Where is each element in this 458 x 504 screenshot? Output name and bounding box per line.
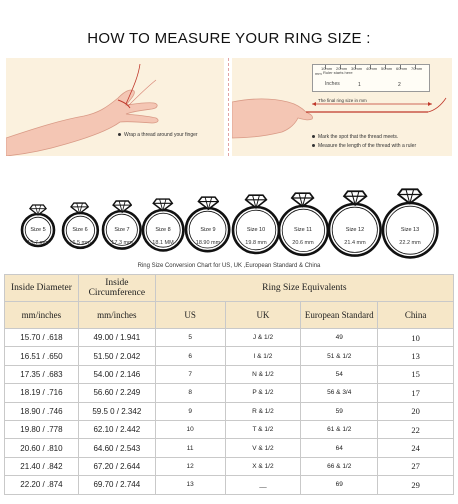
- ruler-mm-label: 70mm: [411, 66, 423, 71]
- instruction-panel-wrap-thread: [6, 58, 224, 156]
- ring-size-label: Size 12: [345, 226, 365, 233]
- cell-uk-size: I & 1/2: [225, 347, 301, 365]
- cell-inside-diameter: 22.20 / .874: [5, 476, 79, 494]
- diamond-icon: [112, 200, 132, 213]
- ruler-unit-mm: mm: [315, 71, 322, 76]
- header-ring-size-equivalents: Ring Size Equivalents: [155, 275, 453, 302]
- ruler-start-mark: Ruler starts here: [323, 70, 353, 75]
- bullet-icon: [118, 133, 121, 136]
- cell-uk-size: V & 1/2: [225, 439, 301, 457]
- ring-size-label: Size 11: [294, 226, 312, 233]
- table-row: [5, 439, 454, 457]
- ring-diameter-mm: 22.2 mm: [399, 240, 421, 246]
- cell-uk-size: N & 1/2: [225, 365, 301, 383]
- cell-european-size: 66 & 1/2: [301, 457, 378, 475]
- ring-size-label: Size 13: [400, 226, 420, 233]
- cell-european-size: 64: [301, 439, 378, 457]
- cell-china-size: 29: [378, 476, 454, 494]
- cell-uk-size: J & 1/2: [225, 329, 301, 347]
- cell-inside-circumference: 51.50 / 2.042: [78, 347, 155, 365]
- ruler-unit-inches: Inches: [325, 81, 340, 87]
- table-row: [5, 384, 454, 402]
- ring-size-11: [275, 202, 332, 259]
- ring-diameter-mm: 21.4 mm: [344, 240, 366, 246]
- ring-diameter-mm: 16.5 mm: [69, 240, 91, 246]
- cell-china-size: 13: [378, 347, 454, 365]
- cell-us-size: 13: [155, 476, 225, 494]
- cell-uk-size: __: [225, 476, 301, 494]
- cell-inside-diameter: 18.90 / .746: [5, 402, 79, 420]
- ring-diameter-mm: 19.8 mm: [245, 240, 267, 246]
- cell-inside-diameter: 19.80 / .778: [5, 420, 79, 438]
- cell-china-size: 24: [378, 439, 454, 457]
- table-row: [5, 329, 454, 347]
- cell-inside-circumference: 54.00 / 2.146: [78, 365, 155, 383]
- diamond-icon: [197, 196, 220, 210]
- cell-european-size: 54: [301, 365, 378, 383]
- cell-us-size: 12: [155, 457, 225, 475]
- cell-us-size: 5: [155, 329, 225, 347]
- ring-size-12: [325, 200, 385, 260]
- ruler-mm-label: 60mm: [396, 66, 408, 71]
- ruler-mm-label: 50mm: [381, 66, 393, 71]
- diamond-icon: [342, 190, 368, 206]
- ruler-mm-label: 10mm: [321, 66, 333, 71]
- ring-size-label: Size 8: [155, 226, 171, 233]
- cell-inside-diameter: 15.70 / .618: [5, 329, 79, 347]
- cell-us-size: 8: [155, 384, 225, 402]
- bullet-icon: [312, 144, 315, 147]
- header-uk: UK: [225, 302, 301, 329]
- ruler-mm-label: 30mm: [351, 66, 363, 71]
- ruler-mm-label: 40mm: [366, 66, 378, 71]
- ring-size-label: Size 5: [30, 227, 46, 233]
- cell-inside-diameter: 18.19 / .716: [5, 384, 79, 402]
- cell-european-size: 59: [301, 402, 378, 420]
- header-china: China: [378, 302, 454, 329]
- step-caption-mark: Mark the spot that the thread meets.: [312, 134, 398, 140]
- ruler-inch-label: 2: [398, 82, 401, 88]
- cell-china-size: 20: [378, 402, 454, 420]
- cell-uk-size: P & 1/2: [225, 384, 301, 402]
- ring-size-8: [139, 206, 187, 254]
- cell-european-size: 49: [301, 329, 378, 347]
- header-inside-diameter: Inside Diameter: [5, 275, 79, 302]
- cell-european-size: 56 & 3/4: [301, 384, 378, 402]
- ruler-inch-label: 1: [358, 82, 361, 88]
- cell-us-size: 9: [155, 402, 225, 420]
- header-inside-circumference: Inside Circumference: [78, 275, 155, 302]
- table-row: [5, 365, 454, 383]
- hand-with-thread-illustration: [6, 58, 224, 156]
- cell-china-size: 15: [378, 365, 454, 383]
- ring-diameter-mm: 20.6 mm: [292, 240, 314, 246]
- cell-us-size: 7: [155, 365, 225, 383]
- cell-china-size: 27: [378, 457, 454, 475]
- cell-european-size: 61 & 1/2: [301, 420, 378, 438]
- ring-size-conversion-table: [4, 274, 454, 495]
- size-rows: [5, 329, 454, 495]
- table-row: [5, 457, 454, 475]
- diamond-icon: [396, 188, 424, 205]
- cell-inside-circumference: 67.20 / 2.644: [78, 457, 155, 475]
- cell-inside-circumference: 64.60 / 2.543: [78, 439, 155, 457]
- diamond-icon: [290, 192, 315, 208]
- cell-inside-diameter: 17.35 / .683: [5, 365, 79, 383]
- ring-size-label: Size 7: [114, 226, 130, 233]
- ring-size-label: Size 6: [72, 226, 88, 233]
- ruler-mm-label: 20mm: [336, 66, 348, 71]
- cell-china-size: 10: [378, 329, 454, 347]
- ring-size-9: [182, 204, 233, 255]
- ring-size-13: [379, 199, 441, 261]
- ring-diameter-mm: 15.7 mm: [27, 240, 49, 246]
- ring-diameter-mm: 18.1 MM: [152, 240, 174, 246]
- cell-inside-circumference: 62.10 / 2.442: [78, 420, 155, 438]
- cell-inside-circumference: 59.5 0 / 2.342: [78, 402, 155, 420]
- cell-inside-circumference: 69.70 / 2.744: [78, 476, 155, 494]
- diamond-icon: [152, 198, 174, 212]
- cell-inside-diameter: 21.40 / .842: [5, 457, 79, 475]
- table-row: [5, 476, 454, 494]
- bullet-icon: [312, 135, 315, 138]
- ring-size-label: Size 10: [246, 227, 266, 233]
- header-diameter-units: mm/inches: [5, 302, 79, 329]
- header-european-standard: European Standard: [301, 302, 378, 329]
- ring-diameter-mm: 17.3 mm: [111, 240, 133, 246]
- cell-inside-circumference: 56.60 / 2.249: [78, 384, 155, 402]
- table-row: [5, 347, 454, 365]
- step-caption-wrap: Wrap a thread around your finger: [118, 132, 198, 138]
- step-divider: [228, 58, 229, 156]
- cell-european-size: 69: [301, 476, 378, 494]
- header-us: US: [155, 302, 225, 329]
- cell-european-size: 51 & 1/2: [301, 347, 378, 365]
- diamond-icon: [244, 194, 268, 209]
- instruction-panel-measure-thread: [232, 58, 452, 156]
- cell-china-size: 17: [378, 384, 454, 402]
- final-size-note: The final ring size in mm: [318, 98, 367, 103]
- cell-inside-circumference: 49.00 / 1.941: [78, 329, 155, 347]
- diamond-icon: [29, 204, 47, 216]
- conversion-chart-title: Ring Size Conversion Chart for US, UK ,European Standard & China: [137, 263, 321, 269]
- cell-uk-size: R & 1/2: [225, 402, 301, 420]
- header-circumference-units: mm/inches: [78, 302, 155, 329]
- cell-inside-diameter: 20.60 / .810: [5, 439, 79, 457]
- table-row: [5, 402, 454, 420]
- ring-diameter-mm: 18.90 mm: [195, 240, 221, 246]
- cell-us-size: 10: [155, 420, 225, 438]
- ring-size-row: [0, 170, 458, 250]
- cell-uk-size: T & 1/2: [225, 420, 301, 438]
- hand-measuring-illustration: [232, 58, 452, 156]
- table-row: [5, 420, 454, 438]
- cell-china-size: 22: [378, 420, 454, 438]
- cell-inside-diameter: 16.51 / .650: [5, 347, 79, 365]
- step-caption-measure: Measure the length of the thread with a ruler: [312, 143, 416, 149]
- cell-us-size: 11: [155, 439, 225, 457]
- cell-us-size: 6: [155, 347, 225, 365]
- diamond-icon: [70, 202, 89, 215]
- page-title: HOW TO MEASURE YOUR RING SIZE :: [87, 30, 371, 47]
- ring-size-label: Size 9: [200, 226, 216, 233]
- cell-uk-size: X & 1/2: [225, 457, 301, 475]
